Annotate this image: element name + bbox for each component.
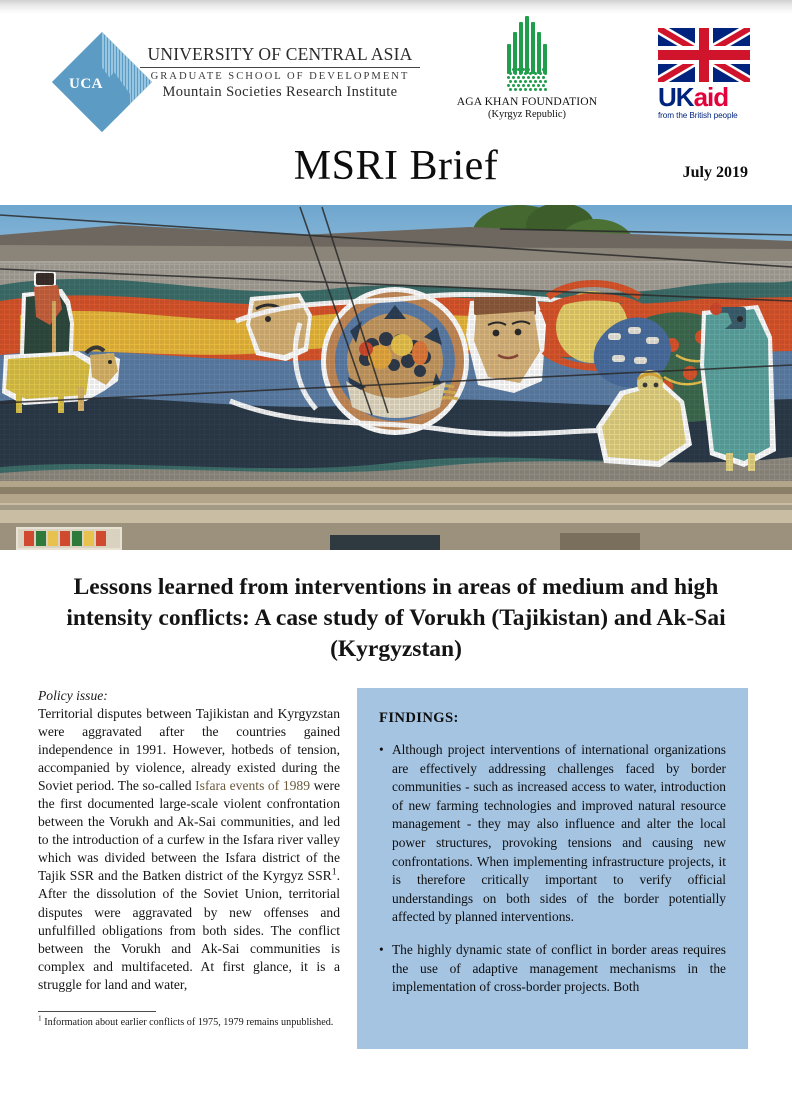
union-jack-flag-icon [658,28,750,82]
footnote-reference: 1 [331,866,337,878]
isfara-events-highlight: Isfara events of 1989 [195,778,311,794]
ukaid-wordmark [658,84,750,110]
findings-item-text: The highly dynamic state of conflict in border areas requires the use of adaptive management mechanisms in the implementation of cross-border projects. Both [392,941,726,995]
uca-logo [52,32,152,132]
footnote-text [38,1013,340,1029]
brief-header [0,142,792,200]
ukaid-aid-text: aid [693,82,729,112]
brief-date: July 2019 [682,164,748,181]
footnote-body: Information about earlier conflicts of 1975, 1979 remains unpublished. [41,1017,334,1028]
paragraph-segment-3: . After the dissolution of the Soviet Union, territorial disputes were aggravated by new offenses and unfulfilled obligations from both sides. The conflict between the Vorukh and Ak-Sai communities is complex and multifaceted. At first glance, it is a struggle for land and water, [38,868,340,992]
uca-diamond-mark [52,32,152,132]
policy-issue-paragraph [38,705,340,994]
uca-wordmark [140,44,420,101]
findings-list-item [379,941,726,997]
page-title: Lessons learned from interventions in areas of medium and high intensity conflicts: A case study of Vorukh (Tajikistan) and Ak-Sai (Kyrgyzstan) [66,574,726,662]
uca-school-line: GRADUATE SCHOOL OF DEVELOPMENT [150,71,410,82]
header-logo-row [0,22,792,134]
paragraph-segment-1: Territorial disputes between Tajikistan and Kyrgyzstan were aggravated after the countries gained independence in 1991. However, hotbeds of tension, accompanied by violence, already existed during the Soviet period. The so-called [38,706,340,794]
uca-monogram: UCA [69,76,103,92]
findings-list-item [379,741,726,927]
union-jack-svg [658,28,750,82]
akf-name: AGA KHAN FOUNDATION [456,95,598,108]
akf-region: (Kyrgyz Republic) [487,109,566,120]
paragraph-segment-2: were the first documented large-scale violent confrontation between the Vorukh and Ak-Sai communities, and led to the introduction of a curfew in the Isfara river valley which was divided between the Isfara district of the Tajik SSR and the Batken district of the Kyrgyz SSR [38,778,341,884]
bullet-icon: • [379,742,384,757]
ukaid-tagline: from the British people [658,111,738,120]
footnote-number: 1 [38,1013,42,1023]
policy-issue-column [38,688,340,994]
mural-photograph [0,205,792,550]
mural-illustration [0,205,792,550]
findings-heading: FINDINGS: [379,710,459,726]
uca-name-line: UNIVERSITY OF CENTRAL ASIA [140,44,420,68]
findings-item-text: Although project interventions of international organizations are effectively addressing challenges faced by border communities - such as increased access to water, introduction of new farming technologies and improved natural resource management - they may also influence and alter the local power structures, provoking tensions and causing new confrontations. When implementing infrastructure projects, it is therefore critically important to verify official understandings on both sides of the border potentially affected by planned interventions. [392,742,726,925]
akf-emblem-icon [497,30,557,92]
ukaid-uk-text: UK [658,82,694,112]
footnote-separator [38,1011,156,1012]
policy-issue-label: Policy issue: [38,688,108,703]
bullet-icon: • [379,941,384,957]
scan-top-shadow [0,0,792,14]
findings-box [357,688,748,1049]
aga-khan-foundation-logo [452,30,602,120]
uca-institute-line: Mountain Societies Research Institute [162,84,398,100]
ukaid-logo [658,28,750,120]
footnote-block [38,1011,340,1029]
brief-title: MSRI Brief [293,143,499,189]
